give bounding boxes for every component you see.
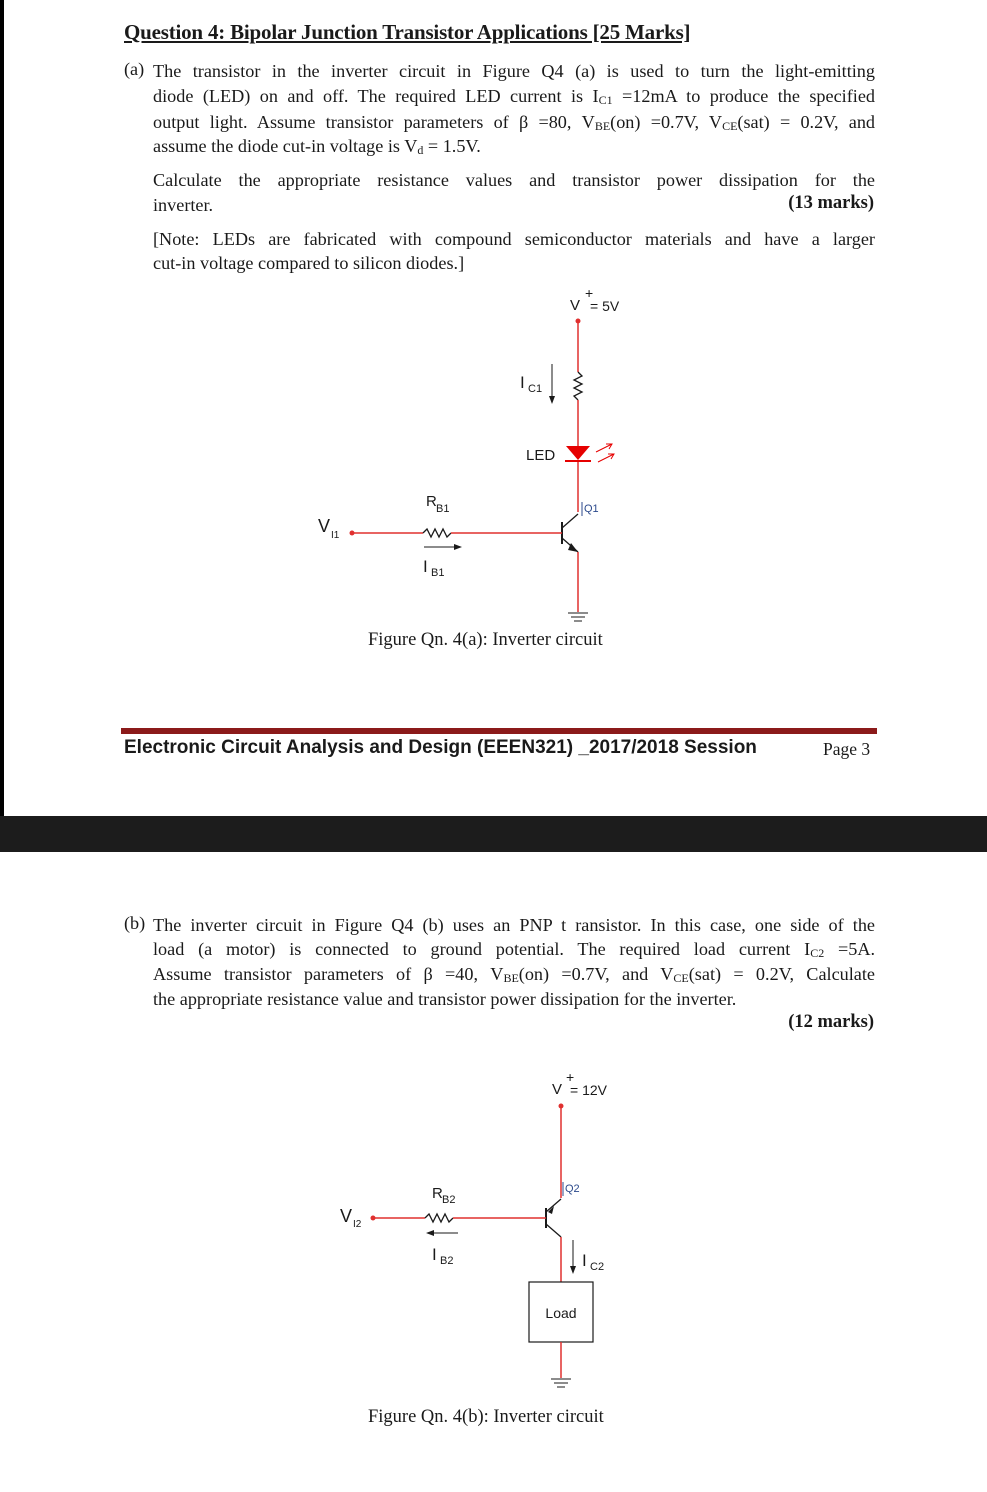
circuit-b-ic-label: I [582, 1251, 587, 1270]
circuit-a-base-resistor [423, 529, 451, 537]
circuit-a-vi-label: V [318, 516, 331, 536]
circuit-b-diagram [300, 1062, 700, 1402]
circuit-b-q2-emitter-lead [546, 1199, 561, 1212]
circuit-b-supply-v: V [552, 1081, 563, 1098]
figure-b-caption: Figure Qn. 4(b): Inverter circuit [368, 1407, 604, 1427]
circuit-b-ic-sub: C2 [590, 1261, 605, 1273]
figure-a-caption: Figure Qn. 4(a): Inverter circuit [368, 630, 603, 650]
circuit-a-ib-arrowhead [454, 544, 462, 550]
page-left-border [0, 0, 4, 816]
part-b-line-4: the appropriate resistance value and transistor power dissipation for the inverter. [153, 989, 737, 1009]
circuit-b-q2-label: Q2 [565, 1183, 580, 1195]
part-b-line-2: load (a motor) is connected to ground potential. The required load current IC2 =5A. [153, 939, 875, 960]
circuit-a-ic-label: I [520, 373, 525, 392]
circuit-b-vi-label: V [340, 1206, 353, 1226]
circuit-a-supply-value: = 5V [590, 298, 620, 314]
circuit-a-collector-resistor [574, 372, 582, 400]
part-a-note-1: [Note: LEDs are fabricated with compound semiconductor materials and have a larger [153, 229, 875, 249]
part-a-note-2: cut-in voltage compared to silicon diodes.] [153, 253, 465, 273]
circuit-b-q2-collector-lead [546, 1224, 561, 1237]
circuit-a-ib-label: I [423, 557, 428, 576]
circuit-b-ground-symbol [551, 1379, 571, 1387]
part-a-line-1: The transistor in the inverter circuit in Figure Q4 (a) is used to turn the light-emitting [153, 61, 875, 81]
circuit-a-q1-label: Q1 [584, 503, 599, 515]
circuit-b-rb-label: R [432, 1185, 443, 1202]
circuit-a-diagram [300, 280, 700, 630]
footer-rule [121, 728, 877, 734]
circuit-b-base-resistor [425, 1214, 453, 1222]
circuit-a-rb-sub: B1 [436, 503, 450, 515]
circuit-b-load-label: Load [545, 1305, 577, 1321]
circuit-b-supply-plus: + [566, 1069, 575, 1085]
part-a-label: (a) [124, 59, 145, 79]
circuit-b-ib-sub: B2 [440, 1255, 454, 1267]
part-a-line-3: output light. Assume transistor parameters of β =80, VBE(on) =0.7V, VCE(sat) = 0.2V, and [153, 112, 876, 133]
circuit-a-ib-sub: B1 [431, 567, 445, 579]
circuit-a-supply-v: V [570, 297, 581, 314]
page-separator-band [0, 816, 987, 852]
circuit-a-ic-sub: C1 [528, 383, 543, 395]
question-title: Question 4: Bipolar Junction Transistor Applications [25 Marks] [124, 20, 691, 44]
circuit-b-rb-sub: B2 [442, 1194, 456, 1206]
circuit-b-supply-value: = 12V [570, 1082, 607, 1098]
part-b-line-3: Assume transistor parameters of β =40, VBE(on) =0.7V, and VCE(sat) = 0.2V, Calculate [153, 964, 875, 985]
footer-course-title: Electronic Circuit Analysis and Design (EEEN321) _2017/2018 Session [124, 737, 757, 758]
circuit-a-led-triangle [566, 446, 590, 460]
part-a-line-4: assume the diode cut-in voltage is Vd = 1.5V. [153, 136, 481, 157]
circuit-a-supply-plus: + [585, 285, 594, 301]
circuit-b-ic-arrowhead [570, 1266, 576, 1274]
circuit-a-led-label: LED [526, 447, 556, 464]
circuit-b-ib-label: I [432, 1245, 437, 1264]
part-a-instruction-2: inverter. [153, 195, 214, 215]
part-a-marks: (13 marks) [788, 193, 874, 213]
part-b-label: (b) [124, 913, 146, 933]
circuit-b-ib-arrowhead [426, 1230, 434, 1236]
circuit-a-led-emission [596, 444, 614, 462]
part-b-line-1: The inverter circuit in Figure Q4 (b) uses an PNP t ransistor. In this case, one side of the [153, 915, 875, 935]
circuit-b-vi-sub: I2 [353, 1219, 362, 1230]
circuit-a-input-node [350, 531, 355, 536]
circuit-a-ground-symbol [568, 613, 588, 621]
circuit-a-ic-arrowhead [549, 396, 555, 404]
circuit-a-q1-collector-lead [562, 514, 578, 528]
circuit-b-input-node [371, 1216, 376, 1221]
part-a-instruction-1: Calculate the appropriate resistance values and transistor power dissipation for the [153, 170, 875, 190]
part-b-marks: (12 marks) [788, 1012, 874, 1032]
part-a-line-2: diode (LED) on and off. The required LED current is IC1 =12mA to produce the specified [153, 86, 876, 107]
circuit-a-vi-sub: I1 [331, 530, 340, 541]
circuit-a-rb-label: R [426, 493, 437, 510]
footer-page-number: Page 3 [823, 739, 871, 759]
